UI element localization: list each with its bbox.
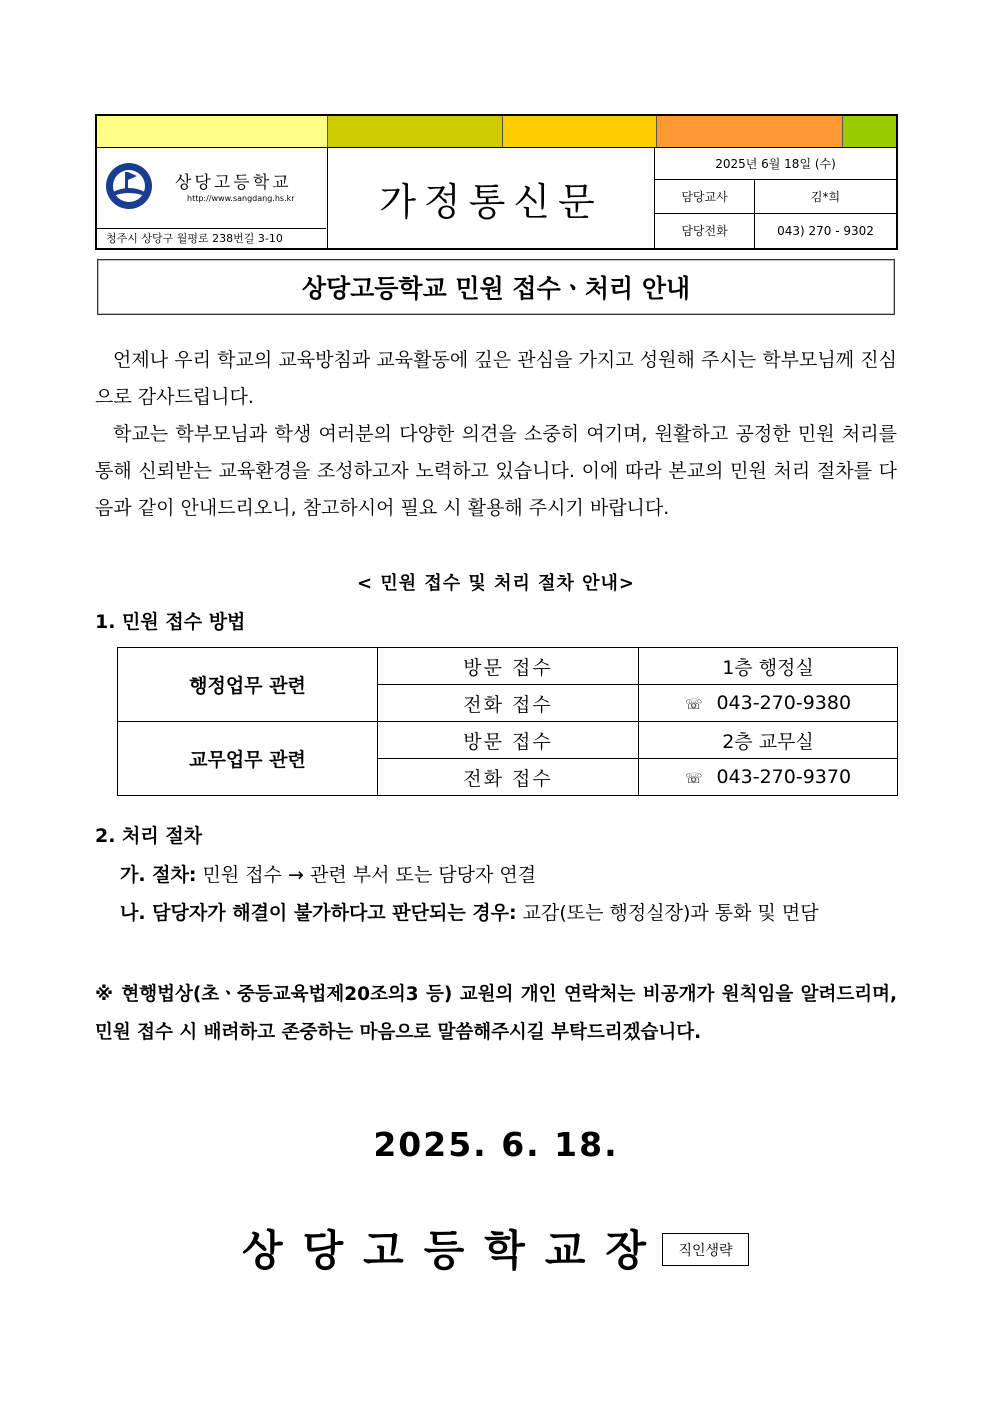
location-cell: 2층 교무실 (639, 722, 898, 759)
issue-date: 2025년 6월 18일 (수) (655, 148, 896, 180)
location-cell: 1층 행정실 (639, 648, 898, 685)
seal-omitted-stamp: 직인생략 (662, 1233, 749, 1266)
phone-number[interactable]: 043-270-9370 (716, 766, 852, 788)
teacher-value: 김*희 (810, 190, 841, 204)
section-1-heading: 1. 민원 접수 방법 (95, 611, 246, 633)
teacher-label: 담당교사 (655, 180, 755, 214)
document-title: 가정통신문 (328, 148, 655, 248)
step-b-label: 나. 담당자가 해결이 불가하다고 판단되는 경우: (120, 902, 517, 924)
phone-icon: ☏ (684, 771, 703, 787)
step-b (120, 898, 819, 925)
table-row (118, 648, 898, 685)
procedure-title: < 민원 접수 및 처리 절차 안내> (356, 573, 636, 594)
step-a-text: 민원 접수 → 관련 부서 또는 담당자 연결 (202, 864, 537, 886)
main-title: 상당고등학교 민원 접수ㆍ처리 안내 (97, 259, 895, 315)
method-cell: 방문 접수 (378, 722, 639, 759)
intro-paragraph-2: 학교는 학부모님과 학생 여러분의 다양한 의견을 소중히 여기며, 원활하고 공정한 민원 처리를 통해 신뢰받는 교육환경을 조성하고자 노력하고 있습니다. 이에 따라 본교의 민원 처리 절차를 다음과 같이 안내드리오니, 참고하시어 필요 시 활용해 주시기 바랍니다. (95, 423, 897, 519)
method-cell: 전화 접수 (378, 759, 639, 796)
phone-icon: ☏ (684, 697, 703, 713)
method-cell: 방문 접수 (378, 648, 639, 685)
category-cell: 교무업무 관련 (118, 722, 378, 796)
school-url[interactable]: http://www.sangdang.hs.kr (187, 194, 295, 203)
strip-segment (843, 116, 896, 147)
letter-header (95, 148, 898, 250)
phone-cell (639, 759, 898, 796)
notice-text: ※ 현행법상(초ㆍ중등교육법제20조의3 등) 교원의 개인 연락처는 비공개가 원칙임을 알려드리며, 민원 접수 시 배려하고 존중하는 마음으로 말씀해주시길 부탁드리겠습니다. (95, 984, 897, 1043)
method-cell: 전화 접수 (378, 685, 639, 722)
reception-table (117, 647, 898, 796)
footer-date: 2025. 6. 18. (373, 1125, 619, 1164)
strip-segment (657, 116, 843, 147)
school-name: 상당고등학교 (175, 173, 292, 193)
table-row (118, 722, 898, 759)
school-emblem-icon (105, 162, 153, 210)
section-2-heading: 2. 처리 절차 (95, 825, 203, 847)
color-strip (95, 114, 898, 148)
phone-cell (639, 685, 898, 722)
strip-segment (97, 116, 328, 147)
header-info (655, 148, 896, 248)
step-a (120, 860, 536, 887)
strip-segment (503, 116, 657, 147)
step-b-text: 교감(또는 행정실장)과 통화 및 면담 (522, 902, 819, 924)
school-address: 청주시 상당구 월평로 238번길 3-10 (97, 228, 326, 248)
category-cell: 행정업무 관련 (118, 648, 378, 722)
strip-segment (328, 116, 503, 147)
phone-label: 담당전화 (655, 214, 755, 248)
step-a-label: 가. 절차: (120, 864, 197, 886)
school-logo-cell (97, 148, 328, 248)
principal-signature: 상당고등학교장 (242, 1226, 667, 1275)
phone-value: 043) 270 - 9302 (777, 224, 874, 238)
intro-paragraph-1: 언제나 우리 학교의 교육방침과 교육활동에 깊은 관심을 가지고 성원해 주시는 학부모님께 진심으로 감사드립니다. (95, 349, 897, 408)
phone-number[interactable]: 043-270-9380 (716, 692, 852, 714)
